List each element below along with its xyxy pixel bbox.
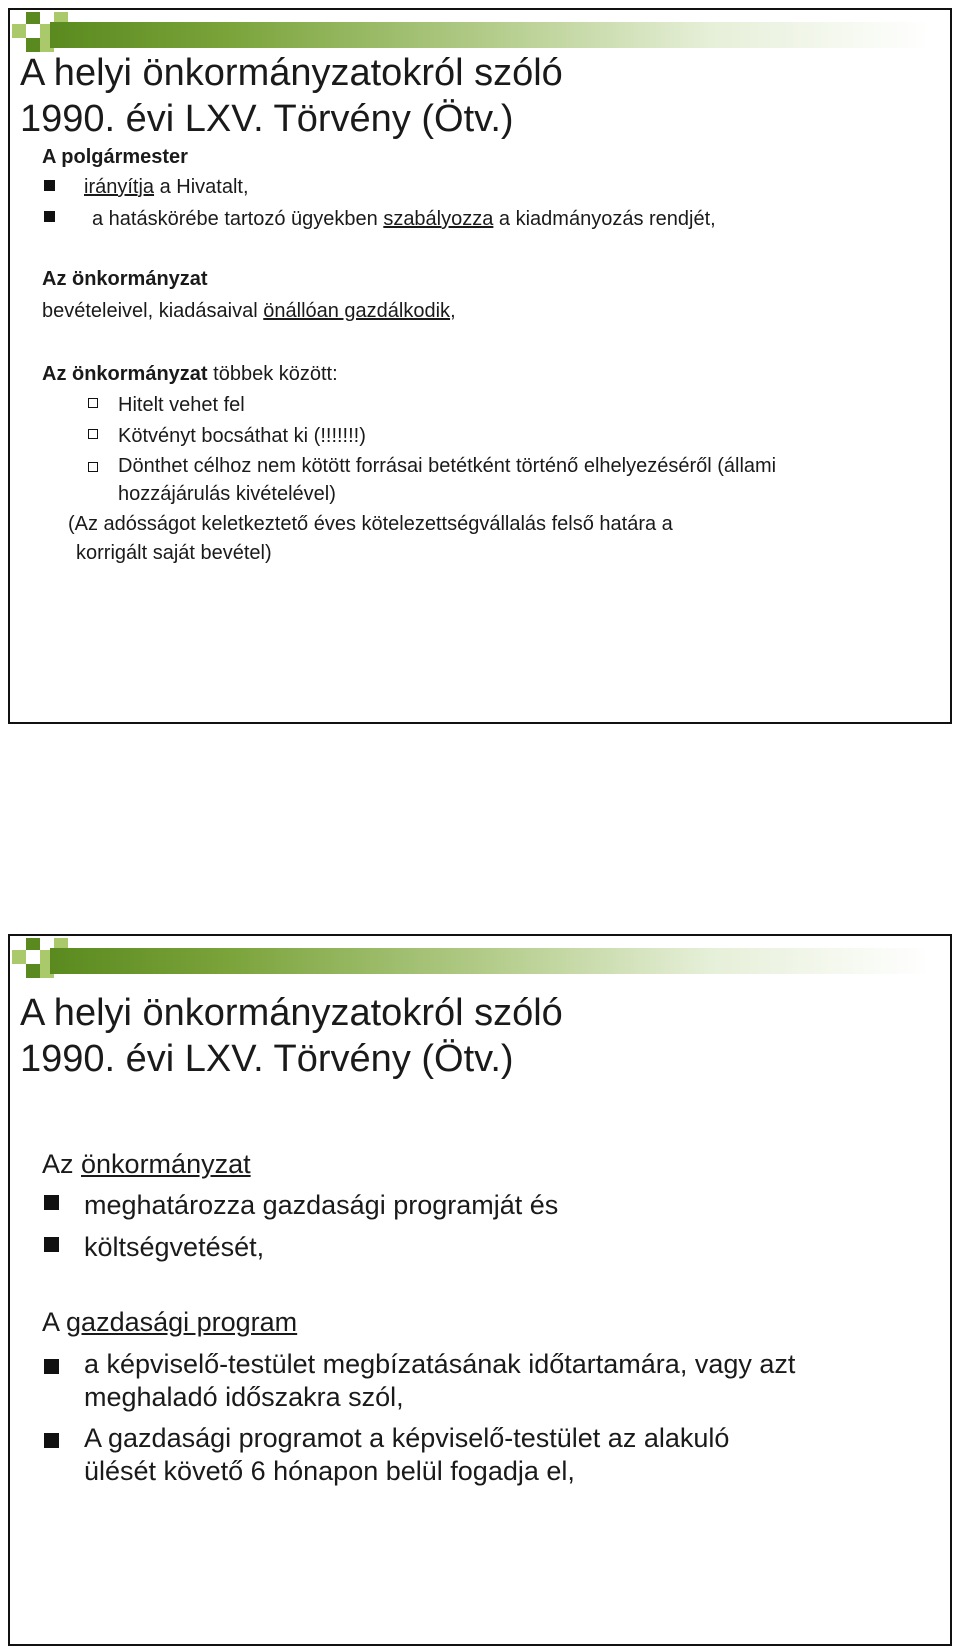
title-line-1: A helyi önkormányzatokról szóló <box>20 992 563 1034</box>
square-bullet-icon <box>44 180 55 191</box>
bullet-item <box>42 203 930 235</box>
square-bullet-icon <box>44 1195 59 1210</box>
title-line-2: 1990. évi LXV. Törvény (Ötv.) <box>20 1038 514 1080</box>
hollow-square-bullet-icon <box>88 398 98 408</box>
bullet-text-line-1: a képviselő-testület megbízatásának időtartamára, vagy azt <box>84 1349 796 1379</box>
bullet-text: meghatározza gazdasági programját és <box>84 1190 559 1220</box>
bullet-text: költségvetését, <box>84 1232 265 1262</box>
heading-bold-part: Az önkormányzat <box>42 363 208 385</box>
revenue-text <box>42 295 930 327</box>
sub-item <box>42 390 930 421</box>
bullet-item <box>42 1184 930 1226</box>
heading-among-others <box>42 358 930 390</box>
bullet-text-line-2: ülését követő 6 hónapon belül fogadja el, <box>84 1456 575 1486</box>
note-text <box>42 510 930 568</box>
slide-content <box>42 1144 930 1488</box>
revenue-post: , <box>450 300 456 322</box>
bullet-text: a hatáskörébe tartozó ügyekben <box>92 208 384 230</box>
square-bullet-icon <box>44 211 55 222</box>
header-gradient-bar <box>50 22 930 48</box>
slide-2 <box>8 934 952 1646</box>
sub-item-text-line-2: hozzájárulás kivételével) <box>118 483 336 505</box>
revenue-pre: bevételeivel, kiadásaival <box>42 300 264 322</box>
heading-pre: Az <box>42 1149 82 1179</box>
underlined-text: önállóan gazdálkodik <box>263 300 451 322</box>
sub-item-text: Hitelt vehet fel <box>118 394 245 416</box>
heading-local-government: Az önkormányzat <box>42 268 208 290</box>
sub-item <box>42 452 930 508</box>
slide-content <box>42 142 930 568</box>
slide-title <box>20 50 563 142</box>
bullet-text: a kiadmányozás rendjét, <box>493 208 716 230</box>
sub-item-text-line-1: Dönthet célhoz nem kötött forrásai betétként történő elhelyezéséről (állami <box>118 455 777 477</box>
underlined-text: önkormányzat <box>81 1149 251 1179</box>
note-line-2: korrigált saját bevétel) <box>76 542 272 564</box>
note-line-1: (Az adósságot keletkeztető éves kötelezettségvállalás felső határa a <box>68 513 673 535</box>
underlined-text: irányítja <box>84 176 155 198</box>
hollow-square-bullet-icon <box>88 429 98 439</box>
bullet-item <box>42 1226 930 1268</box>
sub-item-text: Kötvényt bocsáthat ki (!!!!!!!) <box>118 425 366 447</box>
heading-local-government <box>42 1144 930 1184</box>
title-line-1: A helyi önkormányzatokról szóló <box>20 52 563 94</box>
heading-pre: A <box>42 1307 67 1337</box>
heading-economic-program <box>42 1302 930 1342</box>
slide-title <box>20 990 563 1082</box>
square-bullet-icon <box>44 1237 59 1252</box>
square-bullet-icon <box>44 1433 59 1448</box>
sub-item <box>42 421 930 452</box>
bullet-text-line-2: meghaladó időszakra szól, <box>84 1382 404 1412</box>
bullet-item <box>42 1348 930 1414</box>
underlined-text: szabályozza <box>383 208 494 230</box>
slide-1 <box>8 8 952 724</box>
heading-rest: többek között: <box>207 363 338 385</box>
header-gradient-bar <box>50 948 930 974</box>
underlined-text: gazdasági program <box>66 1307 298 1337</box>
slide-header-decoration <box>10 936 950 984</box>
bullet-item <box>42 1422 930 1488</box>
hollow-square-bullet-icon <box>88 462 98 472</box>
title-line-2: 1990. évi LXV. Törvény (Ötv.) <box>20 98 514 140</box>
heading-mayor: A polgármester <box>42 146 188 168</box>
square-bullet-icon <box>44 1359 59 1374</box>
bullet-item <box>42 172 930 203</box>
bullet-text: a Hivatalt, <box>154 176 249 198</box>
bullet-text-line-1: A gazdasági programot a képviselő-testület az alakuló <box>84 1423 730 1453</box>
